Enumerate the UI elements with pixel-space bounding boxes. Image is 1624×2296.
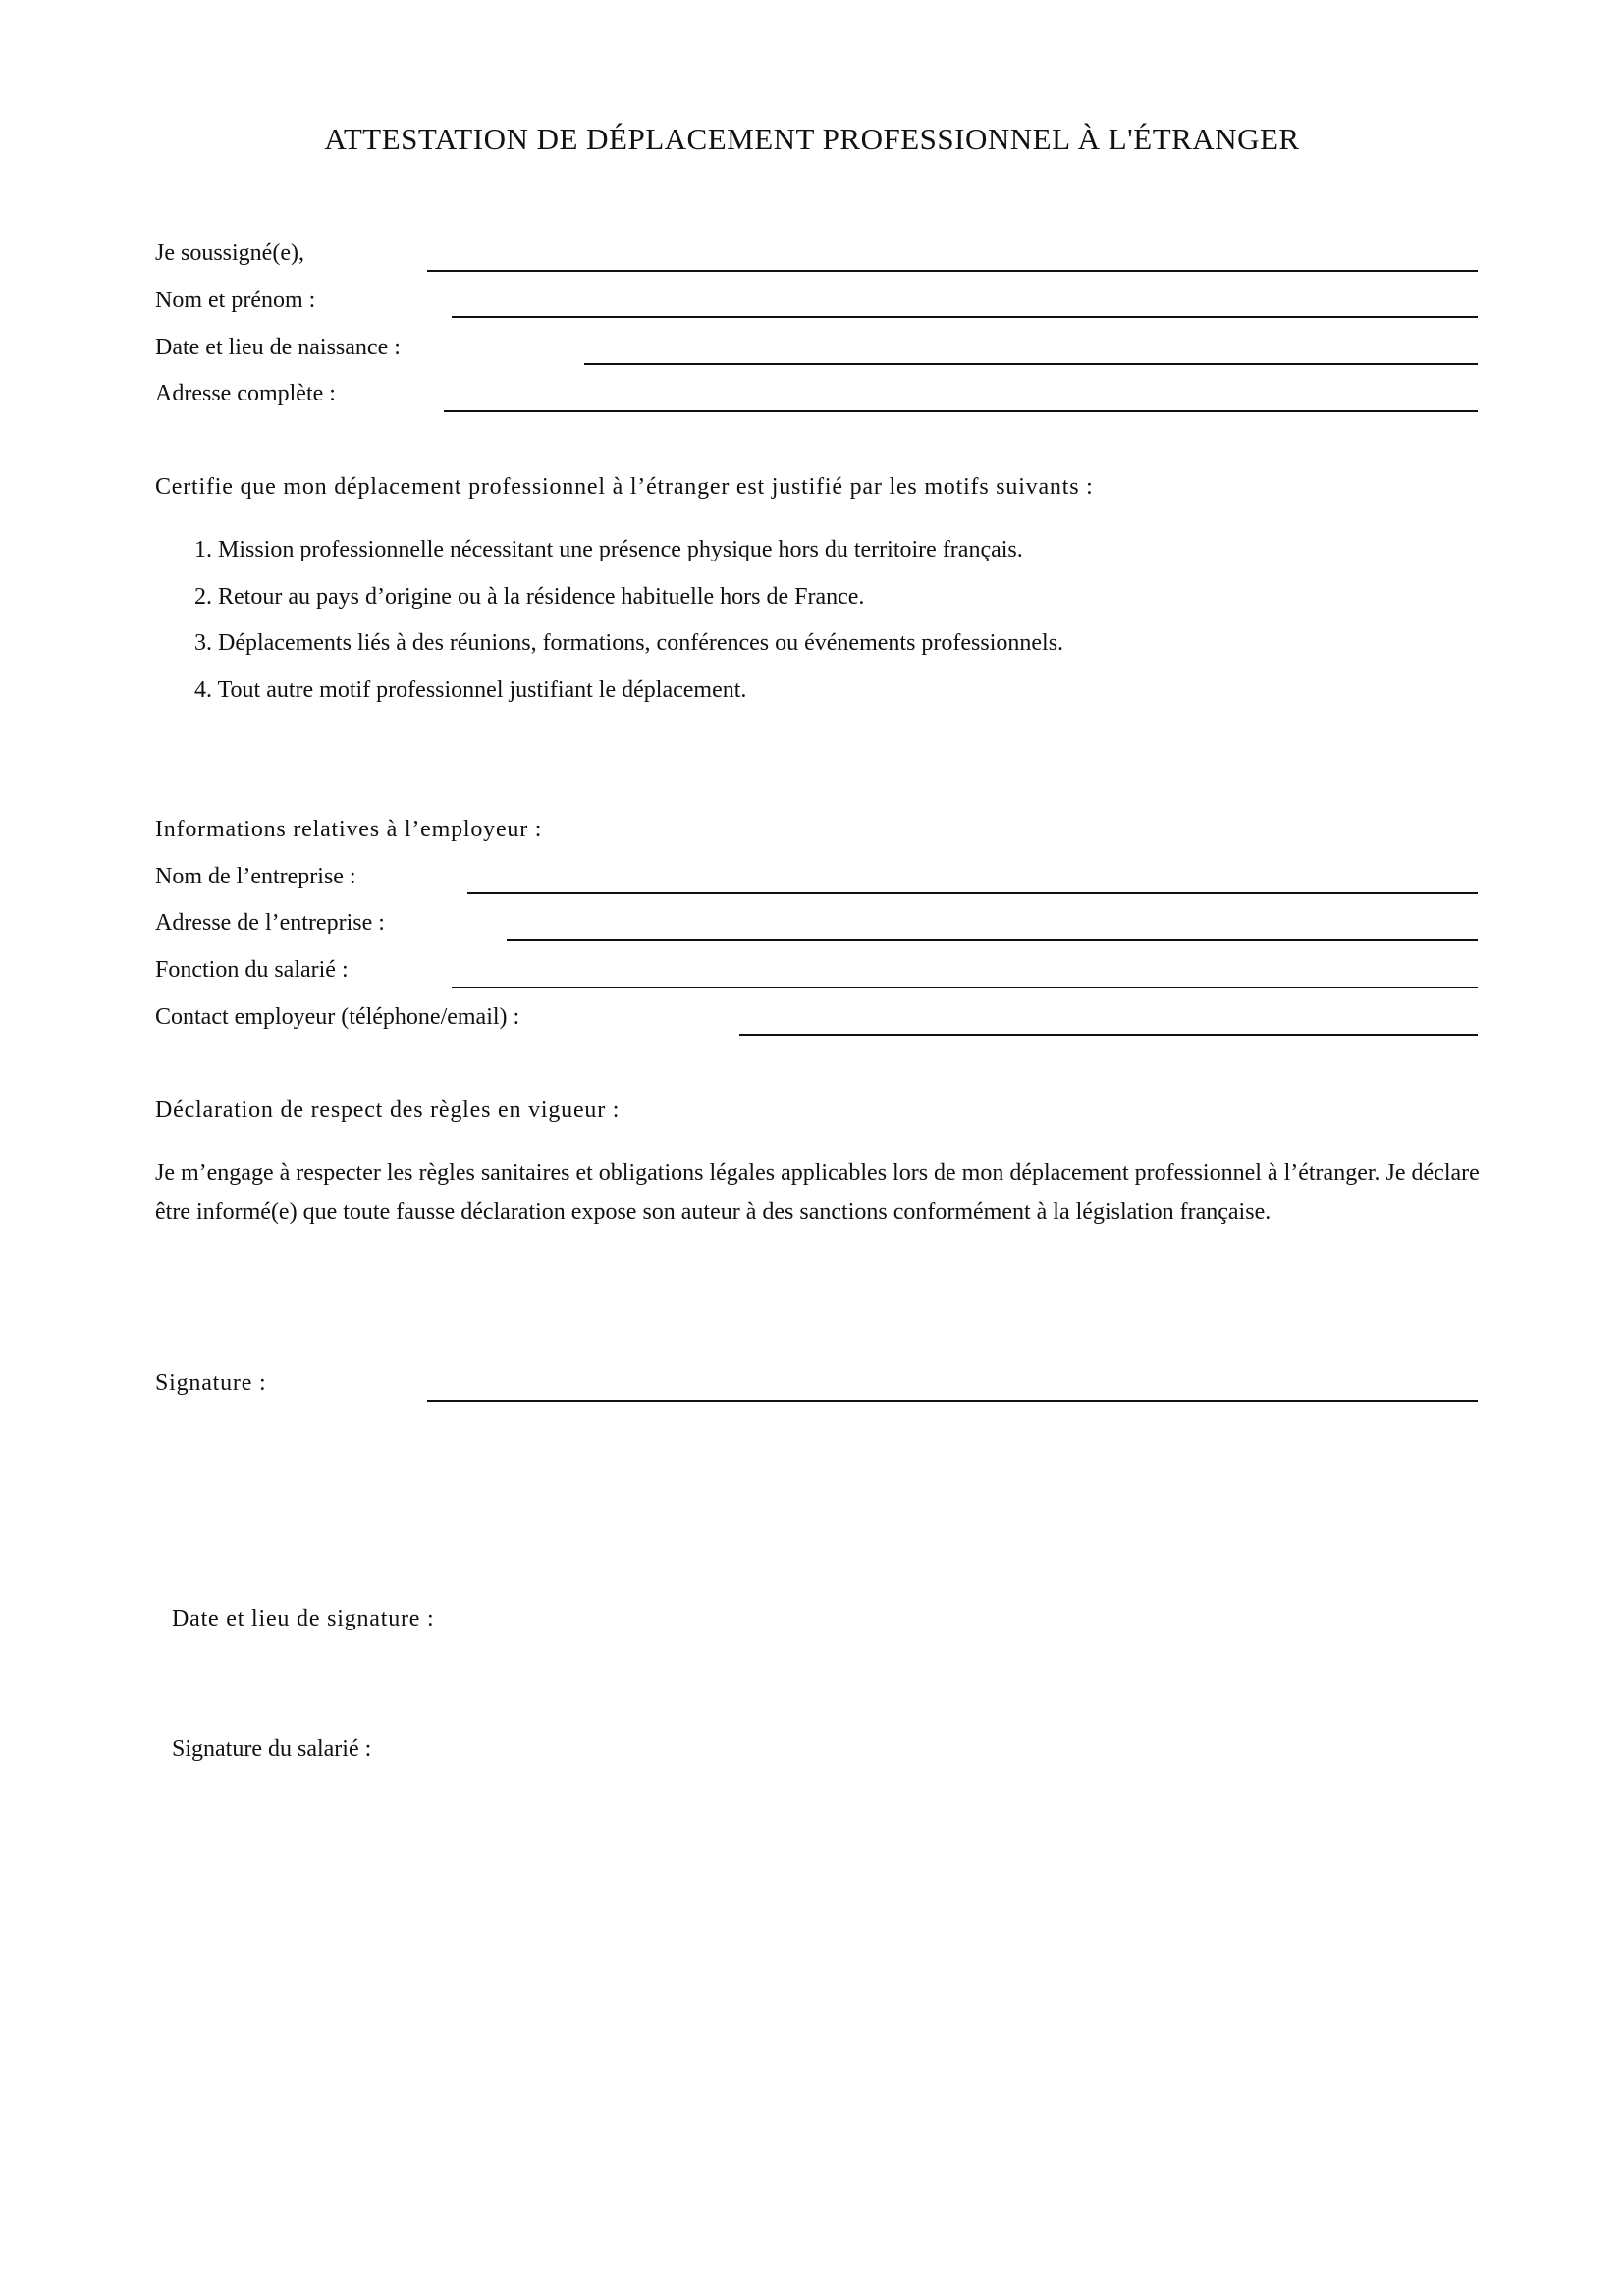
birth-field[interactable] — [584, 363, 1478, 365]
reason-item-2: 2. Retour au pays d’origine ou à la résidence habituelle hors de France. — [194, 584, 865, 610]
reason-item-4: 4. Tout autre motif professionnel justifiant le déplacement. — [194, 677, 747, 703]
employee-signature-label: Signature du salarié : — [172, 1736, 372, 1762]
signature-label: Signature : — [155, 1370, 267, 1396]
address-label: Adresse complète : — [155, 381, 336, 406]
declaration-heading: Déclaration de respect des règles en vigueur : — [155, 1097, 621, 1123]
job-title-label: Fonction du salarié : — [155, 957, 349, 983]
birth-label: Date et lieu de naissance : — [155, 335, 401, 360]
reason-item-3: 3. Déplacements liés à des réunions, formations, conférences ou événements professionnels. — [194, 630, 1064, 656]
company-name-label: Nom de l’entreprise : — [155, 864, 356, 889]
name-label: Nom et prénom : — [155, 288, 316, 313]
company-address-label: Adresse de l’entreprise : — [155, 910, 385, 935]
signature-field[interactable] — [427, 1400, 1478, 1402]
date-place-signature-label: Date et lieu de signature : — [172, 1606, 435, 1631]
job-title-field[interactable] — [452, 987, 1478, 988]
address-field[interactable] — [444, 410, 1478, 412]
employer-heading: Informations relatives à l’employeur : — [155, 817, 543, 842]
document-title: ATTESTATION DE DÉPLACEMENT PROFESSIONNEL À L'ÉTRANGER — [324, 122, 1300, 156]
employer-contact-field[interactable] — [739, 1034, 1478, 1036]
reason-item-1: 1. Mission professionnelle nécessitant une présence physique hors du territoire français. — [194, 537, 1023, 562]
employer-contact-label: Contact employeur (téléphone/email) : — [155, 1004, 520, 1030]
undersigned-field[interactable] — [427, 270, 1478, 272]
company-name-field[interactable] — [467, 892, 1478, 894]
declaration-text: Je m’engage à respecter les règles sanitaires et obligations légales applicables lors de mon déplacement professionnel à l’étranger. Je déclare être informé(e) que toute fausse déclaration expose son auteur à des sanctions conformément à la législation française. — [155, 1160, 1480, 1225]
undersigned-label: Je soussigné(e), — [155, 240, 304, 266]
company-address-field[interactable] — [507, 939, 1478, 941]
certify-text: Certifie que mon déplacement professionnel à l’étranger est justifié par les motifs suivants : — [155, 474, 1094, 500]
name-field[interactable] — [452, 316, 1478, 318]
